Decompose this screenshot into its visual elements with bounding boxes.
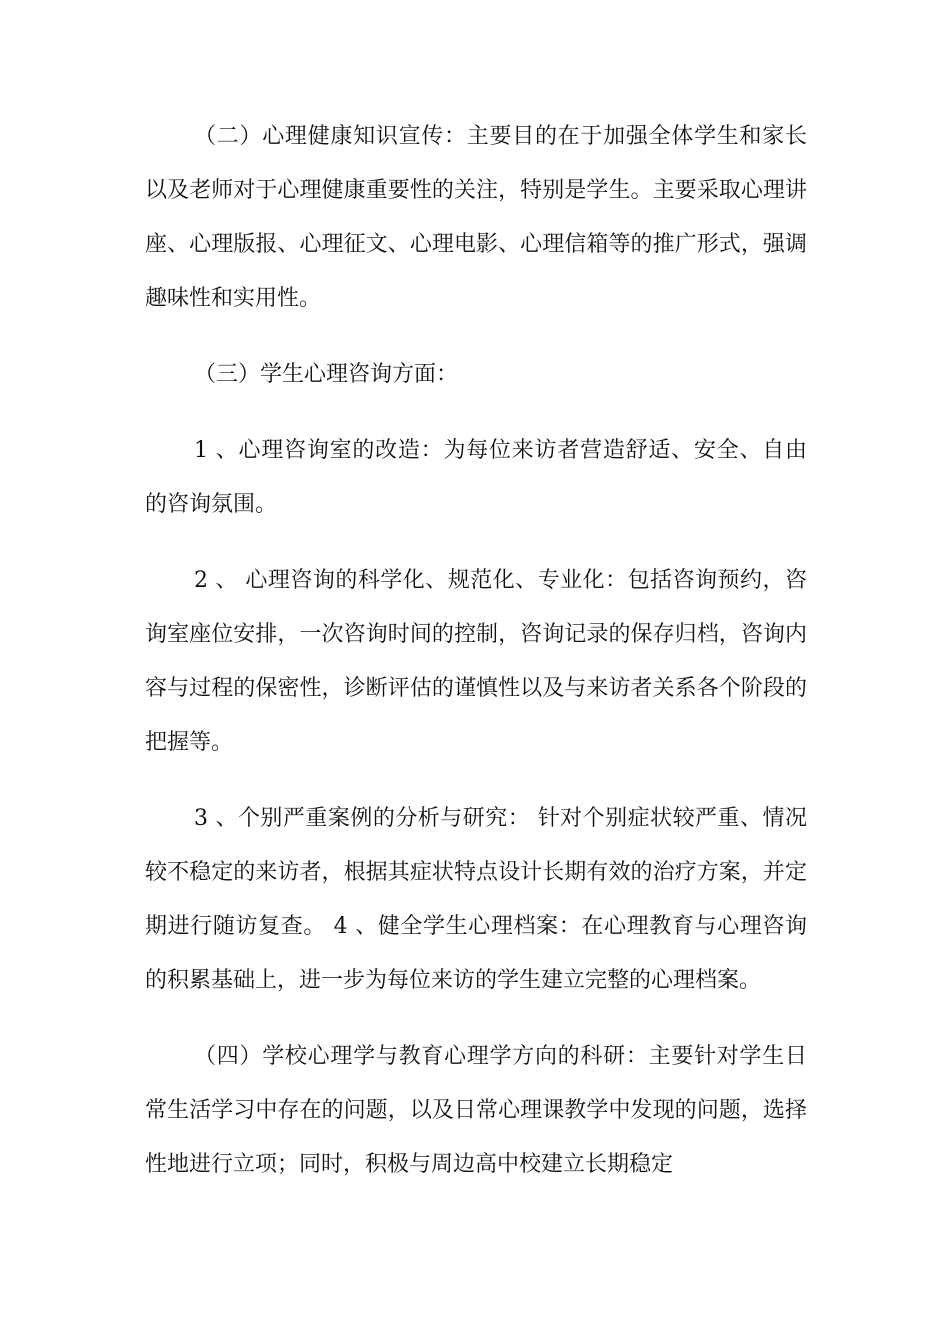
paragraph-psych-health-promotion: （二）心理健康知识宣传：主要目的在于加强全体学生和家长以及老师对于心理健康重要性的关注，特别是学生。主要采取心理讲座、心理版报、心理征文、心理电影、心理信箱等的推广形式，强调趣味性和实用性。 <box>145 124 807 311</box>
paragraph-gap <box>145 770 807 792</box>
paragraph-research: （四）学校心理学与教育心理学方向的科研：主要针对学生日常生活学习中存在的问题，以及日常心理课教学中发现的问题，选择性地进行立项；同时，积极与周边高中校建立长期稳定 <box>145 1044 807 1177</box>
paragraph-counseling-room: 1 、心理咨询室的改造：为每位来访者营造舒适、安全、自由的咨询氛围。 <box>145 438 807 517</box>
paragraph-gap <box>145 402 807 424</box>
paragraph-gap <box>145 1008 807 1030</box>
paragraph-counseling-standardization: 2 、 心理咨询的科学化、规范化、专业化：包括咨询预约，咨询室座位安排，一次咨询时间的控制，咨询记录的保存归档，咨询内容与过程的保密性，诊断评估的谨慎性以及与来访者关系各个阶段的把握等。 <box>145 568 807 755</box>
document-body <box>145 110 807 1192</box>
paragraph-case-analysis: 3 、个别严重案例的分析与研究： 针对个别症状较严重、情况较不稳定的来访者，根据其症状特点设计长期有效的治疗方案，并定期进行随访复查。 4 、健全学生心理档案：在心理教育与心理咨询的积累基础上，进一步为每位来访的学生建立完整的心理档案。 <box>145 806 807 993</box>
paragraph-gap <box>145 326 807 348</box>
paragraph-counseling-heading: （三）学生心理咨询方面： <box>194 362 459 387</box>
paragraph-gap <box>145 532 807 554</box>
